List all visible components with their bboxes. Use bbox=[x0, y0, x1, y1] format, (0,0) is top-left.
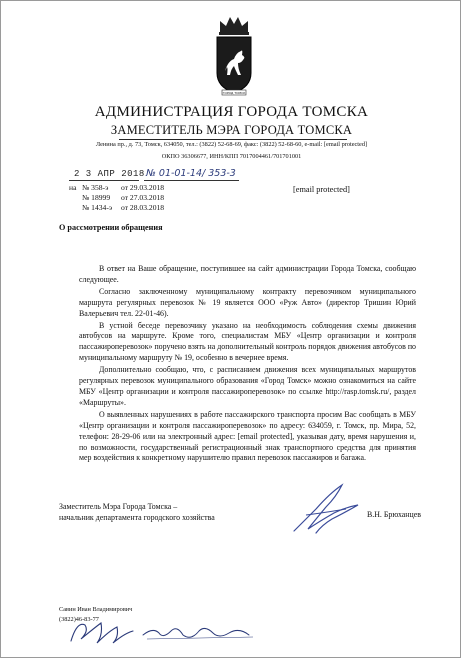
organization-name: АДМИНИСТРАЦИЯ ГОРОДА ТОМСКА bbox=[94, 104, 369, 120]
body-paragraph: В устной беседе перевозчику указано на необходимость соблюдения схемы движения автобусов на маршруте. Кроме того, специалистам МБУ «Центр организации и контроля пассажироперевозок» поручено взять на дополнительный контроль порядок движения автобусов по муниципальному маршруту № 19, особенно в вечернее время. bbox=[79, 320, 416, 363]
recipient-email: [email protected] bbox=[293, 185, 350, 194]
signatory-position bbox=[59, 501, 215, 523]
handwritten-signature-icon bbox=[286, 479, 366, 539]
tomsk-coat-of-arms-icon bbox=[208, 13, 260, 99]
reference-prefix: на bbox=[69, 183, 77, 192]
letter-subject: О рассмотрении обращения bbox=[59, 223, 163, 232]
registry-codes: ОКПО 36306677, ИНН/КПП 7017004461/701701001 bbox=[161, 153, 302, 160]
body-paragraph: Согласно заключенному муниципальному контракту перевозчиком муниципального маршрута регулярных перевозок № 19 является ООО «Руж Авто» (директор Тришин Юрий Валерьевич тел. 22-01-46). bbox=[79, 286, 416, 318]
position-line: начальник департамента городского хозяйства bbox=[59, 513, 215, 522]
department-name: ЗАМЕСТИТЕЛЬ МЭРА ГОРОДА ТОМСКА bbox=[110, 123, 353, 137]
letter-body bbox=[79, 264, 416, 465]
reference-date: от 27.03.2018 bbox=[121, 193, 165, 202]
reference-number: № 358-э bbox=[82, 183, 109, 192]
executor-phone: (3822)46-83-77 bbox=[59, 615, 99, 623]
body-paragraph: В ответ на Ваше обращение, поступившее на сайт администрации Города Томска, сообщаю следующее. bbox=[79, 264, 416, 284]
executor-name: Савин Иван Владимирович bbox=[59, 606, 133, 613]
contact-address: Ленина пр., д. 73, Томск, 634050, тел.: (3822) 52-68-69, факс: (3822) 52-68-60, e-mail: [email protected] bbox=[95, 141, 368, 148]
number-underline bbox=[144, 180, 239, 181]
registration-date-stamp: 2 3 АПР 2018 bbox=[74, 169, 145, 179]
reference-date: от 28.03.2018 bbox=[121, 203, 165, 212]
reference-date: от 29.03.2018 bbox=[121, 183, 165, 192]
reference-number: № 1434-э bbox=[82, 203, 113, 212]
position-line: Заместитель Мэра Города Томска – bbox=[59, 502, 178, 511]
crest-ribbon-text: ГОРОД ТОМСК bbox=[222, 91, 246, 95]
body-paragraph: Дополнительно сообщаю, что, с расписанием движения всех муниципальных маршрутов регулярных перевозок муниципального образования «Город Томск» можно ознакомиться на сайте МБУ «Центр организации и контроля пассажироперевозок» по ссылке http://rasp.tomsk.ru/, раздел «Маршруты». bbox=[79, 365, 416, 407]
registration-number: № 01-01-14/ 353-3 bbox=[146, 168, 236, 179]
date-underline bbox=[69, 180, 139, 181]
body-paragraph: О выявленных нарушениях в работе пассажирского транспорта просим Вас сообщать в МБУ «Центр организации и контроля пассажироперевозок» по адресу: 634059, г. Томск, пр. Мира, 52, телефон: 28-29-06 или на электронный адрес: [email protected], указывая дату, время нарушения и, по возможности, государственный регистрационный знак транспортного средства для принятия мер воздействия к конкретному нарушителю правил перевозок пассажиров и багажа. bbox=[79, 409, 416, 463]
signatory-name: В.Н. Брюханцев bbox=[367, 510, 421, 519]
handwritten-initials-icon bbox=[63, 613, 273, 649]
reference-number: № 18999 bbox=[82, 193, 111, 202]
header-divider bbox=[119, 139, 347, 140]
